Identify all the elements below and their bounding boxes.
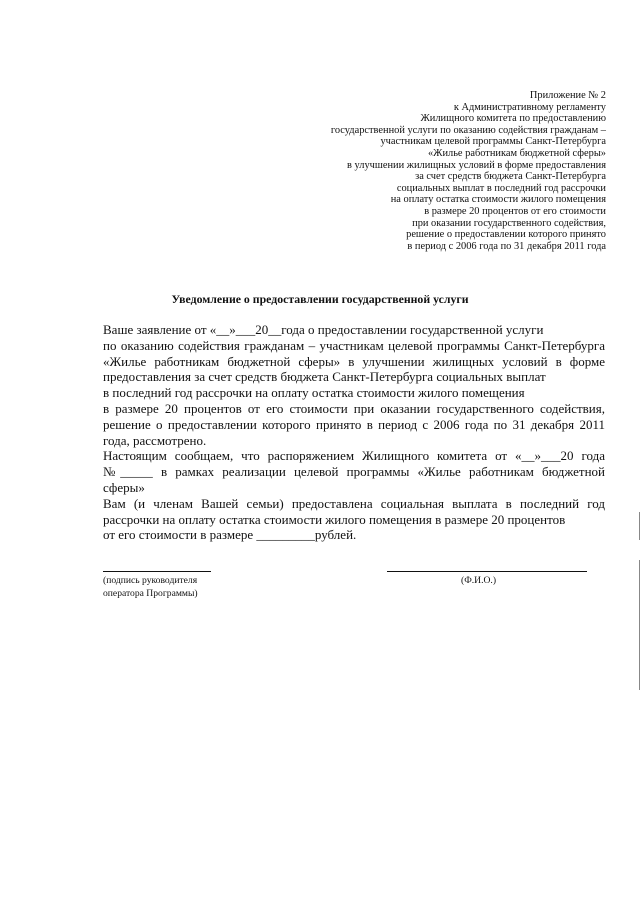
body-line: рассрочки на оплату остатка стоимости жилого помещения в размере 20 процентов — [103, 511, 566, 527]
notice-body — [103, 322, 605, 543]
signature-caption-line: оператора Программы) — [103, 587, 198, 599]
body-line: в последний год рассрочки на оплату остатка стоимости жилого помещения — [103, 385, 525, 401]
annex-line: при оказании государственного содействия, — [412, 217, 606, 229]
body-line: Вам (и членам Вашей семьи) предоставлена социальная выплата в последний год — [103, 495, 605, 511]
annex-line: в период с 2006 года по 31 декабря 2011 года — [407, 240, 606, 252]
annex-line: за счет средств бюджета Санкт-Петербурга — [415, 171, 606, 183]
body-line: решение о предоставлении которого принято в период с 2006 года по 31 декабря 2011 — [103, 416, 605, 432]
body-line: от его стоимости в размере _________рублей. — [103, 527, 357, 543]
annex-line: решение о предоставлении которого принято — [406, 229, 606, 241]
signature-caption-line: (подпись руководителя — [103, 575, 198, 586]
annex-line: Жилищного комитета по предоставлению — [420, 113, 606, 125]
name-line — [387, 571, 587, 572]
annex-line: к Административному регламенту — [453, 101, 606, 113]
annex-header — [276, 90, 606, 252]
signature-line — [103, 571, 211, 572]
body-line: Настоящим сообщаем, что распоряжением Жилищного комитета от «__»___20 года — [103, 448, 605, 464]
name-caption: (Ф.И.О.) — [461, 575, 497, 586]
annex-line: Приложение № 2 — [529, 90, 606, 101]
annex-line: в улучшении жилищных условий в форме предоставления — [347, 159, 606, 171]
body-line: в размере 20 процентов от его стоимости при оказании государственного содействия, — [103, 400, 605, 416]
annex-line: на оплату остатка стоимости жилого помещения — [390, 194, 606, 206]
document-title: Уведомление о предоставлении государственной услуги — [171, 292, 469, 306]
annex-line: участникам целевой программы Санкт-Петербурга — [380, 136, 606, 148]
signature-caption — [103, 575, 198, 600]
annex-line: в размере 20 процентов от его стоимости — [424, 205, 606, 217]
body-line: по оказанию содействия гражданам – участникам целевой программы Санкт-Петербурга — [103, 337, 605, 353]
body-line: «Жилье работникам бюджетной сферы» в улучшении жилищных условий в форме — [103, 353, 605, 369]
annex-line: социальных выплат в последний год рассрочки — [396, 182, 606, 194]
body-line: года, рассмотрено. — [103, 432, 207, 448]
annex-line: государственной услуги по оказанию содействия гражданам – — [330, 124, 606, 136]
body-line: предоставления за счет средств бюджета Санкт-Петербурга социальных выплат — [103, 369, 546, 385]
annex-line: «Жилье работникам бюджетной сферы» — [427, 147, 606, 159]
body-line: Ваше заявление от «__»___20__года о предоставлении государственной услуги — [103, 322, 544, 337]
body-line: №_____ в рамках реализации целевой программы «Жилье работникам бюджетной сферы» — [103, 464, 605, 495]
